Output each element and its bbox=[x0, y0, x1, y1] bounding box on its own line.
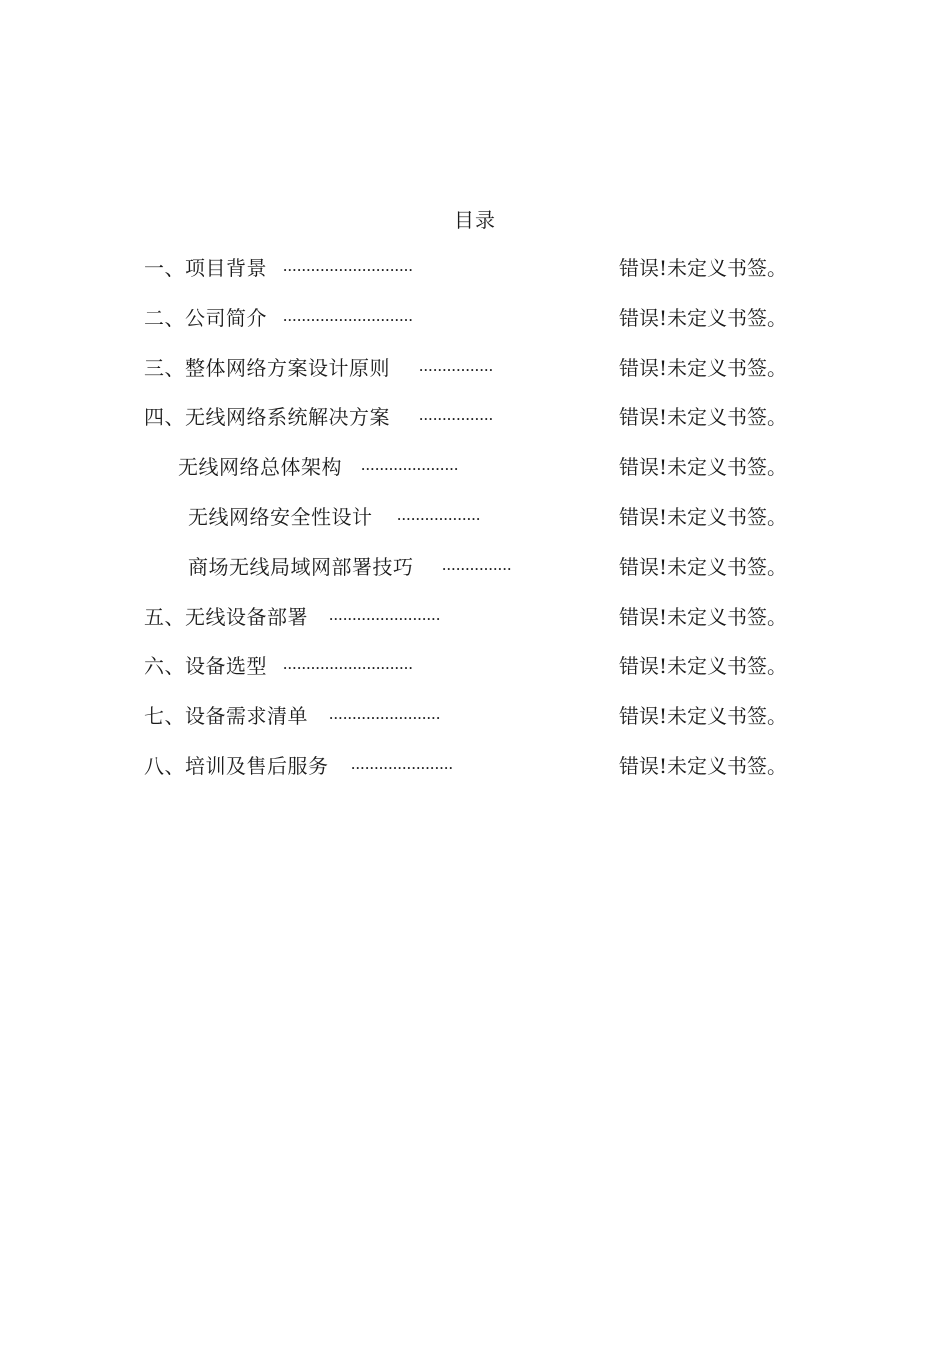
toc-entry-leader: .................. bbox=[397, 504, 481, 524]
toc-entry-label: 无线网络安全性设计 bbox=[188, 504, 373, 529]
toc-entry-leader: ................ bbox=[419, 405, 494, 425]
toc-entry[interactable] bbox=[0, 551, 950, 601]
toc-entry-leader: ................ bbox=[419, 355, 494, 375]
toc-entry-label: 四、无线网络系统解决方案 bbox=[144, 405, 390, 430]
toc-entry-page: 错误!未定义书签。 bbox=[619, 604, 788, 629]
toc-entry-leader: ........................ bbox=[329, 604, 441, 624]
toc-entry-leader: ............................ bbox=[283, 256, 414, 275]
toc-entry[interactable] bbox=[0, 650, 950, 700]
toc-entry[interactable] bbox=[0, 401, 950, 451]
toc-entry[interactable] bbox=[0, 750, 950, 800]
toc-entry-label: 无线网络总体架构 bbox=[178, 455, 342, 480]
toc-entry-page: 错误!未定义书签。 bbox=[619, 504, 788, 529]
toc-entry[interactable] bbox=[0, 352, 950, 402]
toc-entry-leader: ............................ bbox=[283, 305, 414, 325]
toc-entry-label: 五、无线设备部署 bbox=[144, 604, 308, 629]
toc-entry[interactable] bbox=[0, 252, 950, 302]
toc-entry-page: 错误!未定义书签。 bbox=[619, 654, 788, 679]
toc-entry-leader: ........................ bbox=[329, 704, 441, 724]
toc-entry-leader: ............................ bbox=[283, 654, 414, 674]
toc-entry-page: 错误!未定义书签。 bbox=[619, 704, 788, 729]
toc-entry-page: 错误!未定义书签。 bbox=[619, 455, 788, 480]
toc-entry-page: 错误!未定义书签。 bbox=[619, 554, 788, 579]
toc-entry-leader: ..................... bbox=[361, 455, 459, 475]
toc-entry-page: 错误!未定义书签。 bbox=[619, 753, 788, 778]
toc-entry-page: 错误!未定义书签。 bbox=[619, 305, 788, 330]
toc-entry[interactable] bbox=[0, 700, 950, 750]
toc-entry-page: 错误!未定义书签。 bbox=[619, 355, 788, 380]
toc-entry[interactable] bbox=[0, 302, 950, 352]
toc-entry[interactable] bbox=[0, 601, 950, 651]
toc-entry-label: 六、设备选型 bbox=[144, 654, 267, 679]
toc-entry-label: 二、公司简介 bbox=[144, 305, 267, 330]
toc-entry-leader: ...................... bbox=[351, 753, 454, 773]
toc-entry-page: 错误!未定义书签。 bbox=[619, 405, 788, 430]
toc-entry-page: 错误!未定义书签。 bbox=[619, 256, 788, 280]
toc-entry[interactable] bbox=[0, 501, 950, 551]
toc-entry-label: 商场无线局域网部署技巧 bbox=[188, 554, 414, 579]
toc-entry-leader: ............... bbox=[442, 554, 512, 574]
toc-entry-label: 三、整体网络方案设计原则 bbox=[144, 355, 390, 380]
toc-entry[interactable] bbox=[0, 451, 950, 501]
toc-entry-label: 七、设备需求清单 bbox=[144, 704, 308, 729]
toc-list bbox=[0, 252, 950, 800]
toc-entry-label: 八、培训及售后服务 bbox=[144, 753, 329, 778]
toc-title: 目录 bbox=[454, 208, 496, 232]
toc-entry-label: 一、项目背景 bbox=[144, 256, 267, 280]
